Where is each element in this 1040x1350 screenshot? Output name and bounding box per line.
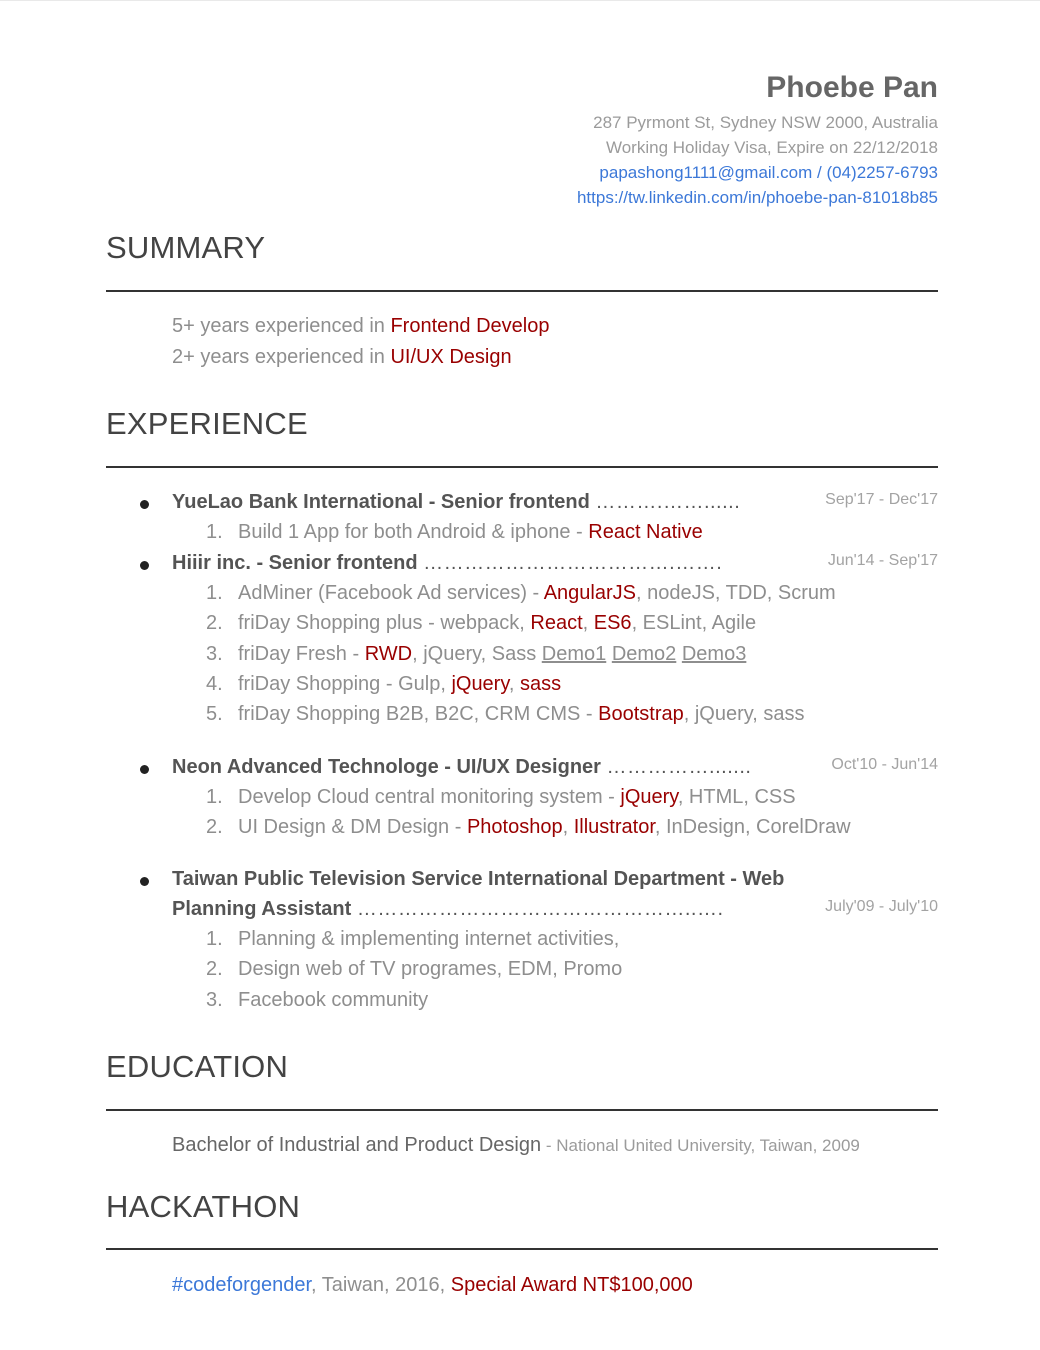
- task-text: AdMiner (Facebook Ad services) -: [238, 582, 544, 604]
- task-tech: Illustrator: [573, 816, 655, 839]
- task-number: 1.: [206, 786, 223, 808]
- summary-text: 5+ years experienced in: [172, 315, 391, 337]
- task-rest: , ESLint, Agile: [631, 612, 757, 635]
- task-number: 1.: [206, 928, 223, 950]
- task-sep: ,: [508, 672, 520, 695]
- job-date: Sep'17 - Dec'17: [825, 491, 938, 508]
- page-top-edge: [0, 0, 1040, 1]
- summary-text: 2+ years experienced in: [172, 346, 391, 368]
- task-item: [106, 578, 938, 608]
- task-number: 3.: [206, 642, 223, 665]
- summary-line: [172, 342, 549, 373]
- task-sep: ,: [582, 612, 594, 635]
- task-text: friDay Shopping - Gulp,: [238, 672, 452, 695]
- job-header: [106, 548, 938, 578]
- task-item: [106, 608, 938, 638]
- job-title-line2: Planning Assistant: [172, 898, 352, 920]
- task-text: Design web of TV programes, EDM, Promo: [238, 958, 623, 981]
- leader-dots: …………….......: [606, 756, 752, 778]
- leader-dots: ……………………………….…….: [423, 552, 723, 574]
- summary-line: [172, 311, 549, 342]
- task-number: 2.: [206, 816, 223, 839]
- task-number: 2.: [206, 612, 223, 635]
- task-list: [106, 578, 938, 729]
- bullet-dot: [140, 500, 149, 509]
- hackathon-place: , Taiwan, 2016,: [311, 1274, 451, 1296]
- education-entry: [172, 1130, 860, 1161]
- task-item: [106, 699, 938, 729]
- email-link[interactable]: papashong1111@gmail.com: [599, 163, 813, 182]
- task-text: Facebook community: [238, 988, 429, 1011]
- job-date: Oct'10 - Jun'14: [831, 756, 938, 773]
- task-text: friDay Shopping plus - webpack,: [238, 612, 531, 635]
- job-entry-pts: [106, 864, 938, 1015]
- experience-heading: EXPERIENCE: [106, 406, 308, 441]
- contact-separator: /: [812, 163, 827, 182]
- contact-header: [577, 70, 938, 210]
- task-rest: , jQuery, Sass: [412, 642, 542, 665]
- leader-dots: ……….……......: [595, 491, 741, 513]
- task-rest: , nodeJS, TDD, Scrum: [635, 582, 836, 604]
- job-header: [106, 487, 938, 517]
- hackathon-tag-link[interactable]: #codeforgender: [172, 1274, 312, 1296]
- education-divider: [106, 1109, 938, 1111]
- job-title: Hiiir inc. - Senior frontend: [172, 552, 418, 574]
- education-heading: EDUCATION: [106, 1049, 289, 1084]
- task-list: [106, 924, 938, 1015]
- task-rest: , HTML, CSS: [677, 786, 796, 808]
- experience-divider: [106, 466, 938, 468]
- task-item: [106, 812, 938, 842]
- task-item: [106, 954, 938, 984]
- task-tech: jQuery: [451, 672, 509, 695]
- job-header: [106, 752, 938, 782]
- task-item: [106, 669, 938, 699]
- task-text: friDay Shopping B2B, B2C, CRM CMS -: [238, 703, 599, 726]
- job-header: [106, 864, 938, 924]
- job-entry-neon: [106, 752, 938, 843]
- edu-dash: -: [541, 1136, 557, 1155]
- bullet-dot: [140, 765, 149, 774]
- task-text: friDay Fresh -: [238, 642, 365, 665]
- degree: Bachelor of Industrial and Product Design: [172, 1134, 542, 1156]
- task-number: 3.: [206, 988, 223, 1011]
- job-title: YueLao Bank International - Senior frontend: [172, 491, 590, 513]
- task-rest: , InDesign, CorelDraw: [654, 816, 851, 839]
- task-tech: RWD: [364, 642, 413, 665]
- task-text: Planning & implementing internet activities,: [238, 928, 620, 950]
- phone-link[interactable]: (04)2257-6793: [826, 163, 938, 182]
- task-sep: ,: [562, 816, 574, 839]
- school: National United University, Taiwan, 2009: [556, 1136, 860, 1155]
- summary-heading: SUMMARY: [106, 230, 266, 265]
- summary-highlight: UI/UX Design: [390, 346, 512, 368]
- task-tech: sass: [519, 672, 562, 695]
- hackathon-heading: HACKATHON: [106, 1189, 301, 1224]
- task-tech: jQuery: [620, 786, 678, 808]
- task-rest: , jQuery, sass: [683, 703, 805, 726]
- summary-block: [172, 311, 549, 373]
- task-tech: Photoshop: [466, 816, 563, 839]
- linkedin-line: [577, 185, 938, 210]
- hackathon-award: Special Award NT$100,000: [450, 1274, 693, 1296]
- email-phone-line: [577, 160, 938, 185]
- visa-status: Working Holiday Visa, Expire on 22/12/2018: [605, 138, 938, 157]
- job-date: Jun'14 - Sep'17: [827, 552, 938, 569]
- summary-highlight: Frontend Develop: [390, 315, 550, 337]
- linkedin-link[interactable]: https://tw.linkedin.com/in/phoebe-pan-81018b85: [576, 188, 938, 207]
- task-list: [106, 517, 938, 547]
- task-tech: React: [530, 612, 583, 635]
- demo2-link[interactable]: Demo2: [611, 642, 677, 665]
- task-text: Develop Cloud central monitoring system -: [238, 786, 621, 808]
- bullet-dot: [140, 561, 149, 570]
- job-entry-yuelao: [106, 487, 938, 547]
- candidate-name: Phoebe Pan: [766, 71, 938, 104]
- job-title: Neon Advanced Technologe - UI/UX Designer: [172, 756, 601, 778]
- demo3-link[interactable]: Demo3: [681, 642, 747, 665]
- summary-divider: [106, 290, 938, 292]
- task-item: [106, 985, 938, 1015]
- address: 287 Pyrmont St, Sydney NSW 2000, Australia: [593, 113, 938, 132]
- task-text: Build 1 App for both Android & iphone -: [238, 521, 589, 543]
- task-number: 1.: [206, 521, 223, 543]
- demo1-link[interactable]: Demo1: [541, 642, 607, 665]
- task-text: UI Design & DM Design -: [238, 816, 467, 839]
- task-list: [106, 782, 938, 843]
- task-number: 4.: [206, 672, 223, 695]
- task-number: 2.: [206, 958, 223, 981]
- task-tech: Bootstrap: [598, 703, 684, 726]
- job-title-line1: Taiwan Public Television Service International Department - Web: [172, 868, 785, 890]
- task-number: 5.: [206, 703, 223, 726]
- task-item: [106, 782, 938, 812]
- task-tech: ES6: [593, 612, 632, 635]
- job-date: July'09 - July'10: [825, 898, 938, 915]
- job-entry-hiiir: [106, 548, 938, 729]
- task-number: 1.: [206, 582, 223, 604]
- task-tech: React Native: [588, 521, 703, 543]
- bullet-dot: [140, 877, 149, 886]
- task-tech: AngularJS: [543, 582, 636, 604]
- leader-dots: …………………………………………..….: [356, 898, 724, 920]
- task-item: [106, 924, 938, 954]
- task-item: [106, 639, 938, 669]
- hackathon-entry: [172, 1270, 693, 1300]
- task-item: [106, 517, 938, 547]
- hackathon-divider: [106, 1248, 938, 1250]
